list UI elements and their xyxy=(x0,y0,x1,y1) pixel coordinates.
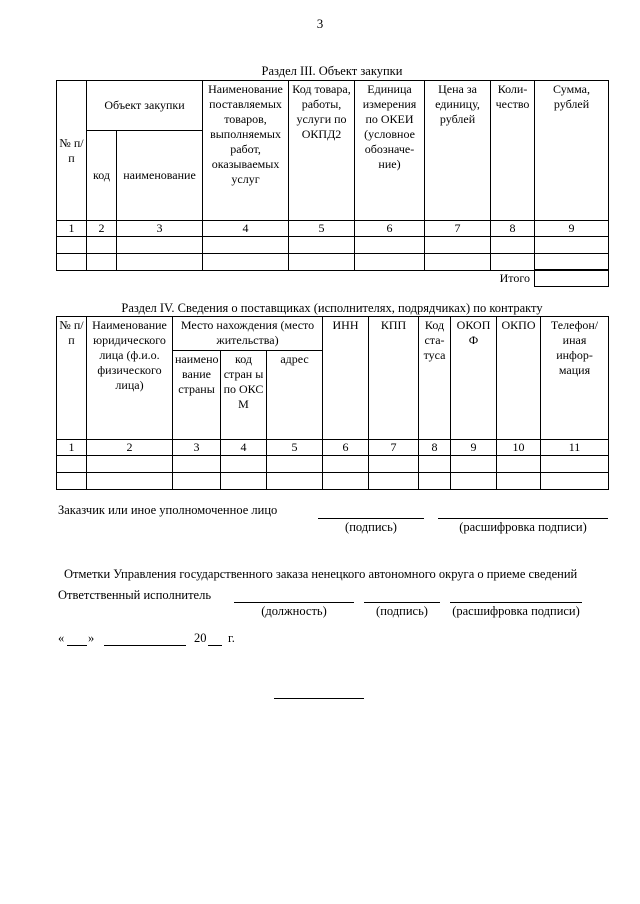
s4-col-number: 11 xyxy=(541,440,609,456)
s4-col-number: 6 xyxy=(323,440,369,456)
customer-label: Заказчик или иное уполномоченное лицо xyxy=(58,503,278,517)
table-cell[interactable] xyxy=(289,254,355,271)
s4-header-phone: Телефон/иная инфор-мация xyxy=(541,317,609,440)
table-cell[interactable] xyxy=(87,473,173,490)
total-value-field[interactable] xyxy=(534,269,609,287)
s3-header-sum: Сумма, рублей xyxy=(535,81,609,221)
s3-col-number: 7 xyxy=(425,221,491,237)
table-cell[interactable] xyxy=(87,254,117,271)
s3-col-number: 6 xyxy=(355,221,425,237)
table-cell[interactable] xyxy=(221,456,267,473)
s3-col-number: 8 xyxy=(491,221,535,237)
s3-col-number: 5 xyxy=(289,221,355,237)
table-row xyxy=(57,237,609,254)
s4-col-number: 7 xyxy=(369,440,419,456)
s3-col-number: 4 xyxy=(203,221,289,237)
decoding-caption: (расшифровка подписи) xyxy=(452,604,580,618)
s4-col-number: 10 xyxy=(497,440,541,456)
s4-header-kpp: КПП xyxy=(369,317,419,440)
s4-header-okpo: ОКПО xyxy=(497,317,541,440)
s4-header-okopf: ОКОП Ф xyxy=(451,317,497,440)
signature-line[interactable] xyxy=(364,602,440,603)
table-cell[interactable] xyxy=(425,237,491,254)
table-cell[interactable] xyxy=(57,473,87,490)
responsible-label: Ответственный исполнитель xyxy=(58,588,212,602)
table-cell[interactable] xyxy=(221,473,267,490)
table-cell[interactable] xyxy=(491,254,535,271)
marks-title: Отметки Управления государственного заказа ненецкого автономного округа о приеме сведений xyxy=(64,567,578,581)
s3-header-object: Объект закупки xyxy=(87,81,203,131)
s4-col-number: 9 xyxy=(451,440,497,456)
table-cell[interactable] xyxy=(117,254,203,271)
s3-header-price: Цена за единицу, рублей xyxy=(425,81,491,221)
section4-title: Раздел IV. Сведения о поставщиках (исполнителях, подрядчиках) по контракту xyxy=(121,301,543,315)
date-year-suffix: г. xyxy=(228,631,235,645)
table-cell[interactable] xyxy=(369,473,419,490)
table-cell[interactable] xyxy=(535,254,609,271)
customer-signature-line[interactable] xyxy=(318,518,424,519)
table-cell[interactable] xyxy=(451,473,497,490)
table-cell[interactable] xyxy=(203,237,289,254)
s4-header-name: Наименование юридического лица (ф.и.о. физического лица) xyxy=(87,317,173,440)
table-cell[interactable] xyxy=(355,254,425,271)
table-cell[interactable] xyxy=(289,237,355,254)
table-row xyxy=(57,254,609,271)
s4-header-status-code: Код ста-туса xyxy=(419,317,451,440)
table-cell[interactable] xyxy=(323,473,369,490)
table-row xyxy=(57,473,609,490)
date-close-quote: » xyxy=(88,631,95,645)
s3-header-qty: Коли-чество xyxy=(491,81,535,221)
s4-col-number: 8 xyxy=(419,440,451,456)
table-cell[interactable] xyxy=(355,237,425,254)
s3-column-numbers-row xyxy=(57,221,609,237)
s4-col-number: 1 xyxy=(57,440,87,456)
table-cell[interactable] xyxy=(369,456,419,473)
date-open-quote: « xyxy=(58,631,65,645)
s4-header-num: № п/п xyxy=(57,317,87,440)
table-cell[interactable] xyxy=(451,456,497,473)
s4-header-location: Место нахождения (место жительства) xyxy=(173,317,323,351)
customer-signature-caption: (подпись) xyxy=(345,520,397,534)
table-cell[interactable] xyxy=(323,456,369,473)
table-cell[interactable] xyxy=(497,456,541,473)
s4-header-country-code: код стран ы по ОКС М xyxy=(221,351,267,440)
date-year-line[interactable] xyxy=(208,645,222,646)
s4-col-number: 4 xyxy=(221,440,267,456)
table-cell[interactable] xyxy=(419,473,451,490)
s3-header-okpd: Код товара, работы, услуги по ОКПД2 xyxy=(289,81,355,221)
s3-header-name: наименование xyxy=(117,131,203,221)
s3-col-number: 9 xyxy=(535,221,609,237)
date-day-line[interactable] xyxy=(67,645,87,646)
table-cell[interactable] xyxy=(535,237,609,254)
s4-column-numbers-row xyxy=(57,440,609,456)
table-cell[interactable] xyxy=(267,456,323,473)
table-cell[interactable] xyxy=(491,237,535,254)
table-cell[interactable] xyxy=(57,254,87,271)
s3-col-number: 3 xyxy=(117,221,203,237)
table-row xyxy=(57,456,609,473)
s3-header-num: № п/п xyxy=(57,81,87,221)
customer-decoding-caption: (расшифровка подписи) xyxy=(459,520,587,534)
closing-separator xyxy=(274,698,364,699)
section3-title: Раздел III. Объект закупки xyxy=(261,64,403,78)
position-caption: (должность) xyxy=(261,604,327,618)
table-cell[interactable] xyxy=(267,473,323,490)
s3-col-number: 1 xyxy=(57,221,87,237)
table-cell[interactable] xyxy=(541,456,609,473)
table-cell[interactable] xyxy=(87,237,117,254)
signature-caption: (подпись) xyxy=(376,604,428,618)
table-cell[interactable] xyxy=(87,456,173,473)
table-cell[interactable] xyxy=(425,254,491,271)
table-cell[interactable] xyxy=(117,237,203,254)
table-cell[interactable] xyxy=(541,473,609,490)
s3-header-code: код xyxy=(87,131,117,221)
s4-header-inn: ИНН xyxy=(323,317,369,440)
section4-table xyxy=(56,316,609,490)
total-label: Итого xyxy=(499,271,530,285)
table-cell[interactable] xyxy=(419,456,451,473)
date-year-prefix: 20 xyxy=(194,631,207,645)
s4-col-number: 2 xyxy=(87,440,173,456)
table-cell[interactable] xyxy=(497,473,541,490)
table-cell[interactable] xyxy=(203,254,289,271)
s4-header-address: адрес xyxy=(267,351,323,440)
section3-table xyxy=(56,80,609,271)
s3-header-okei: Единица измерения по ОКЕИ (условное обозначе-ние) xyxy=(355,81,425,221)
decoding-line[interactable] xyxy=(450,602,582,603)
table-cell[interactable] xyxy=(57,237,87,254)
s3-header-goods: Наименование поставляемых товаров, выполняемых работ, оказываемых услуг xyxy=(203,81,289,221)
date-month-line[interactable] xyxy=(104,645,186,646)
table-cell[interactable] xyxy=(173,473,221,490)
customer-decoding-line[interactable] xyxy=(438,518,608,519)
table-cell[interactable] xyxy=(173,456,221,473)
position-line[interactable] xyxy=(234,602,354,603)
s3-col-number: 2 xyxy=(87,221,117,237)
table-cell[interactable] xyxy=(57,456,87,473)
s4-col-number: 3 xyxy=(173,440,221,456)
s4-header-country-name: наимено вание страны xyxy=(173,351,221,440)
s4-col-number: 5 xyxy=(267,440,323,456)
page-number: 3 xyxy=(316,16,324,31)
